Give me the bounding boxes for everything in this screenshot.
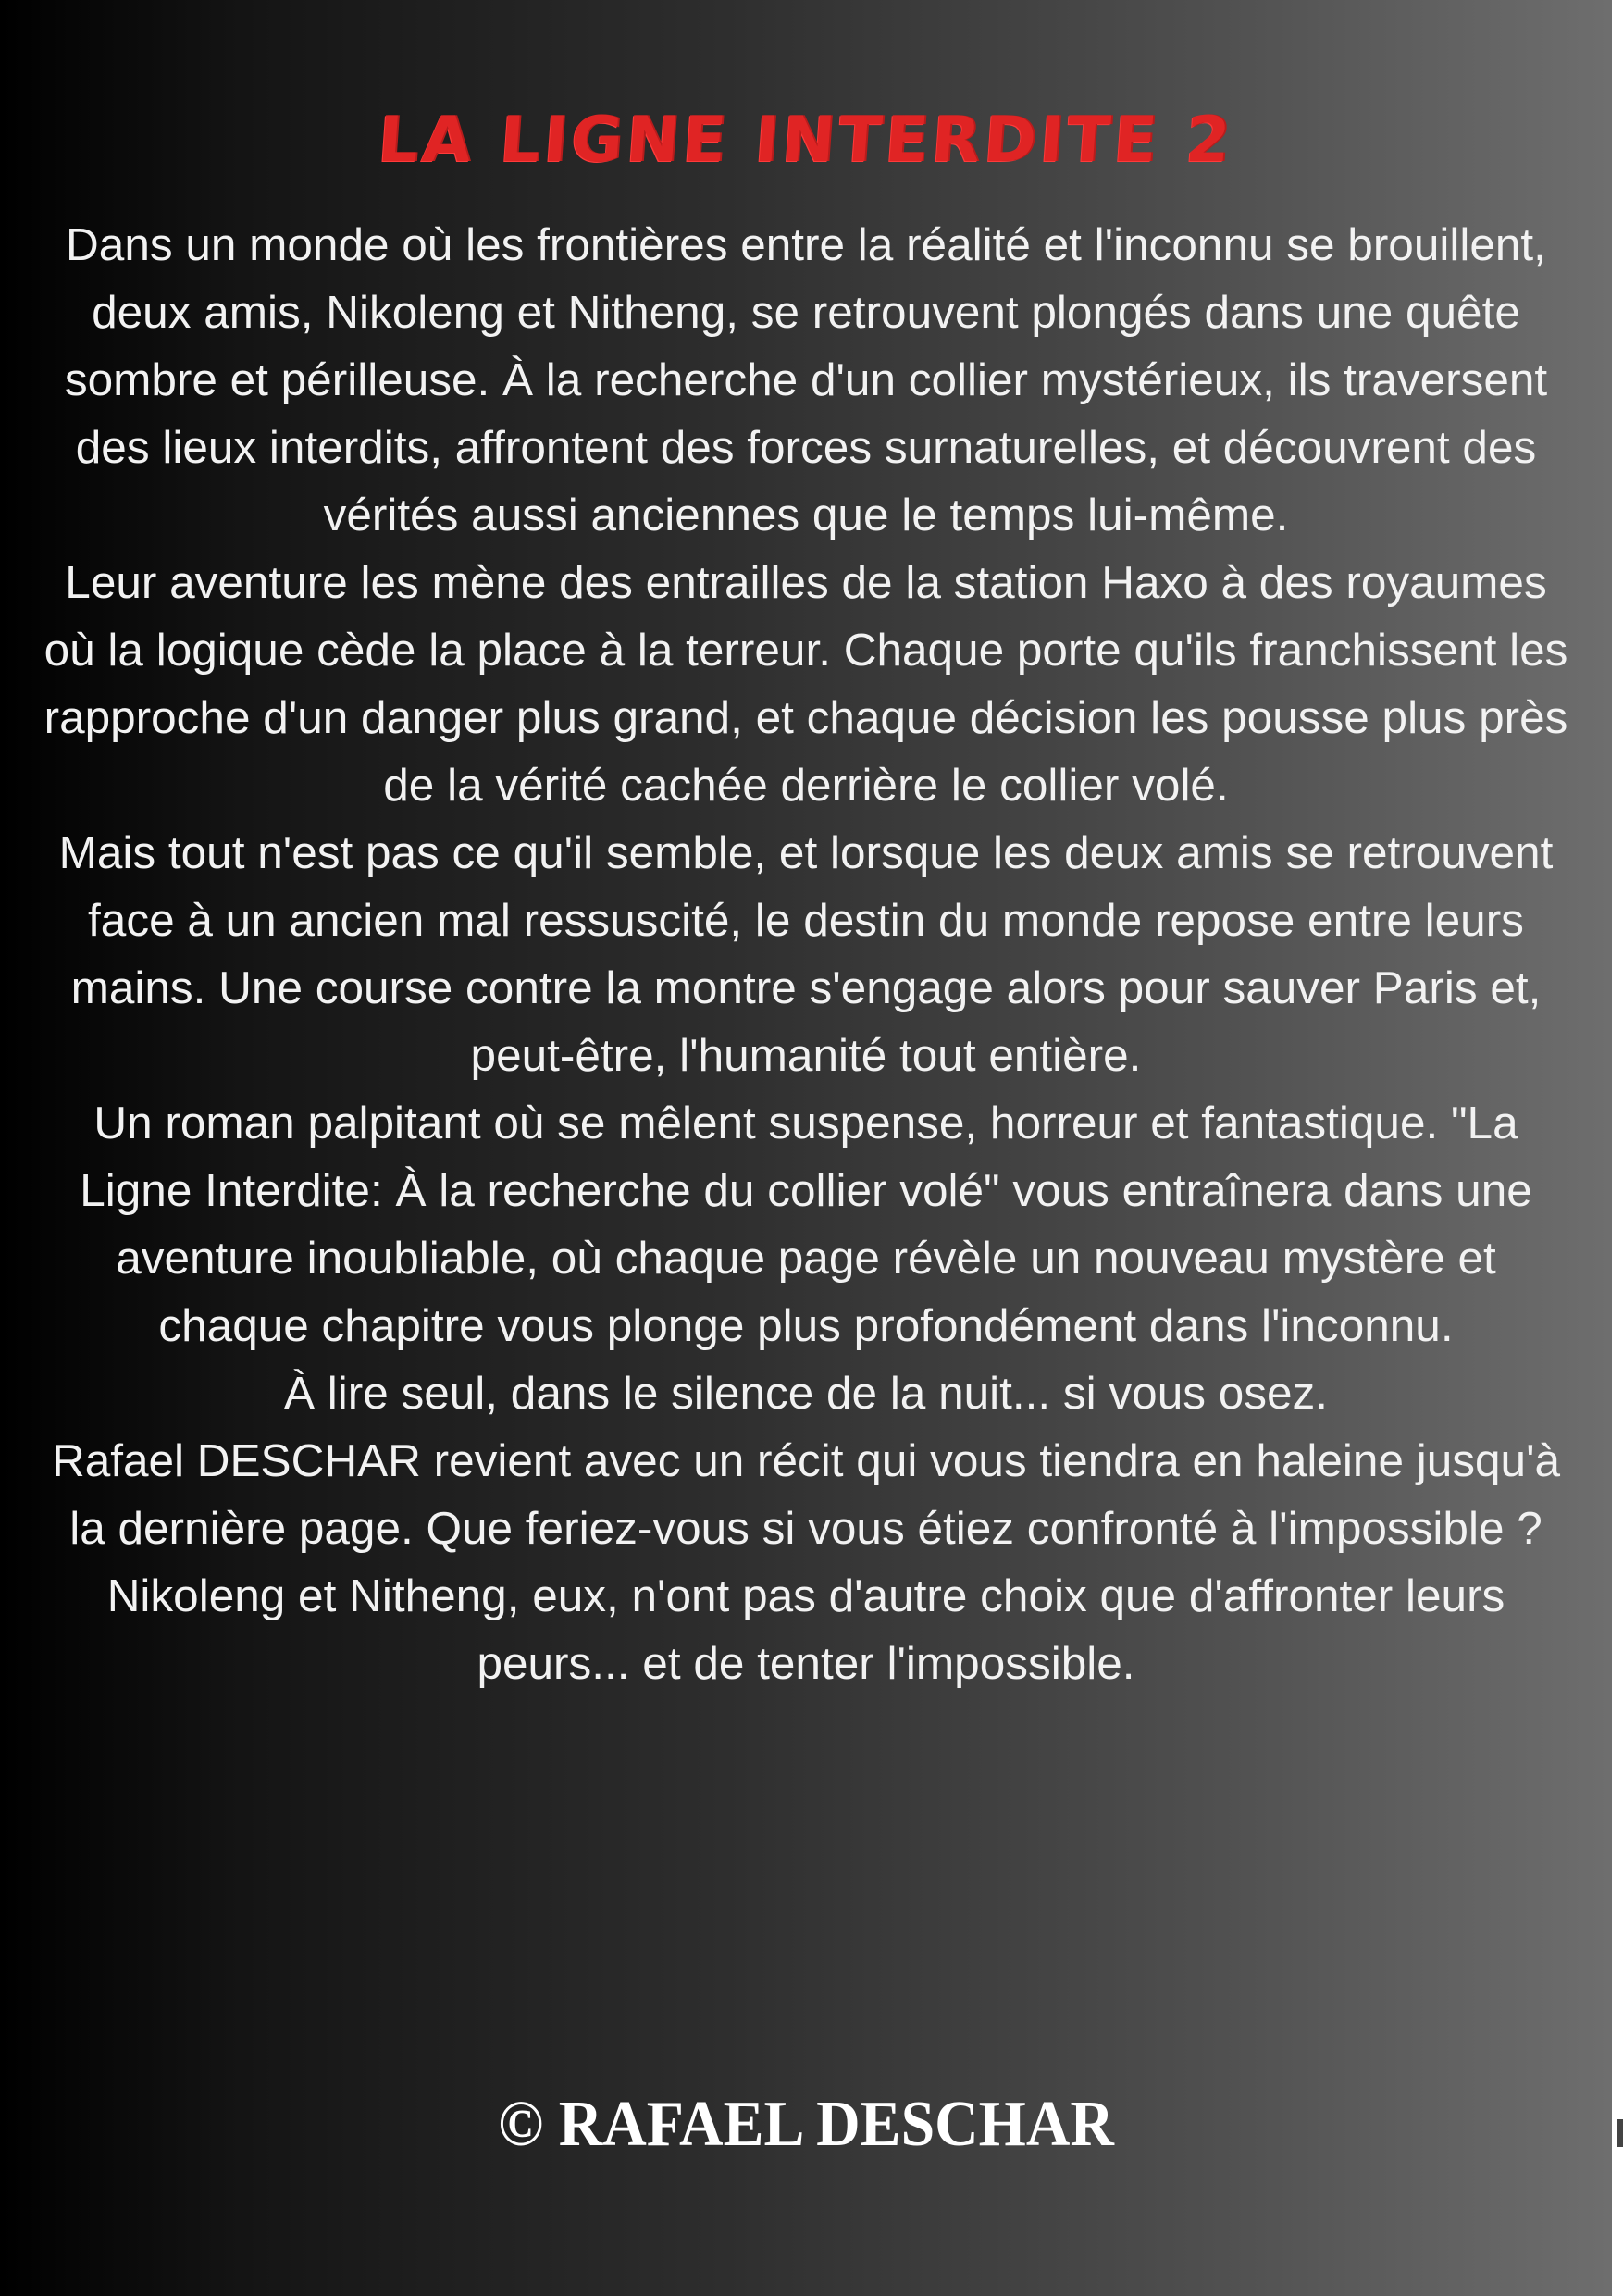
blurb-paragraph: À lire seul, dans le silence de la nuit... si vous osez. [283, 1368, 1329, 1419]
blurb-paragraph: Rafael DESCHAR revient avec un récit qui vous tiendra en haleine jusqu'à la dernière page. Que feriez-vous si vous étiez confronté à l'impossible ? Nikoleng et Nitheng, eux, n'ont pas d'autre choix que d'affronter leurs peurs... et de tenter l'impossible. [51, 1435, 1561, 1689]
book-title: LA LIGNE INTERDITE 2 [376, 104, 1236, 177]
edge-mark [1617, 2119, 1623, 2147]
copyright-notice: © RAFAEL DESCHAR [498, 2089, 1114, 2160]
blurb-paragraph: Dans un monde où les frontières entre la réalité et l'inconnu se brouillent, deux amis, Nikoleng et Nitheng, se retrouvent plongés dans une quête sombre et périlleuse. À la recherche d'un collier mystérieux, ils traversent des lieux interdits, affrontent des forces surnaturelles, et découvrent des vérités aussi anciennes que le temps lui-même. [64, 219, 1548, 540]
blurb-paragraph: Un roman palpitant où se mêlent suspense, horreur et fantastique. "La Ligne Interdite: À la recherche du collier volé" vous entraînera dans une aventure inoubliable, où chaque page révèle un nouveau mystère et chaque chapitre vous plonge plus profondément dans l'inconnu. [80, 1098, 1532, 1351]
blurb-paragraph: Leur aventure les mène des entrailles de la station Haxo à des royaumes où la logique cède la place à la terreur. Chaque porte qu'ils franchissent les rapproche d'un danger plus grand, et chaque décision les pousse plus près de la vérité cachée derrière le collier volé. [43, 557, 1568, 811]
blurb-text [37, 211, 1575, 1697]
blurb-paragraph: Mais tout n'est pas ce qu'il semble, et lorsque les deux amis se retrouvent face à un ancien mal ressuscité, le destin du monde repose entre leurs mains. Une course contre la montre s'engage alors pour sauver Paris et, peut-être, l'humanité tout entière. [58, 827, 1554, 1081]
